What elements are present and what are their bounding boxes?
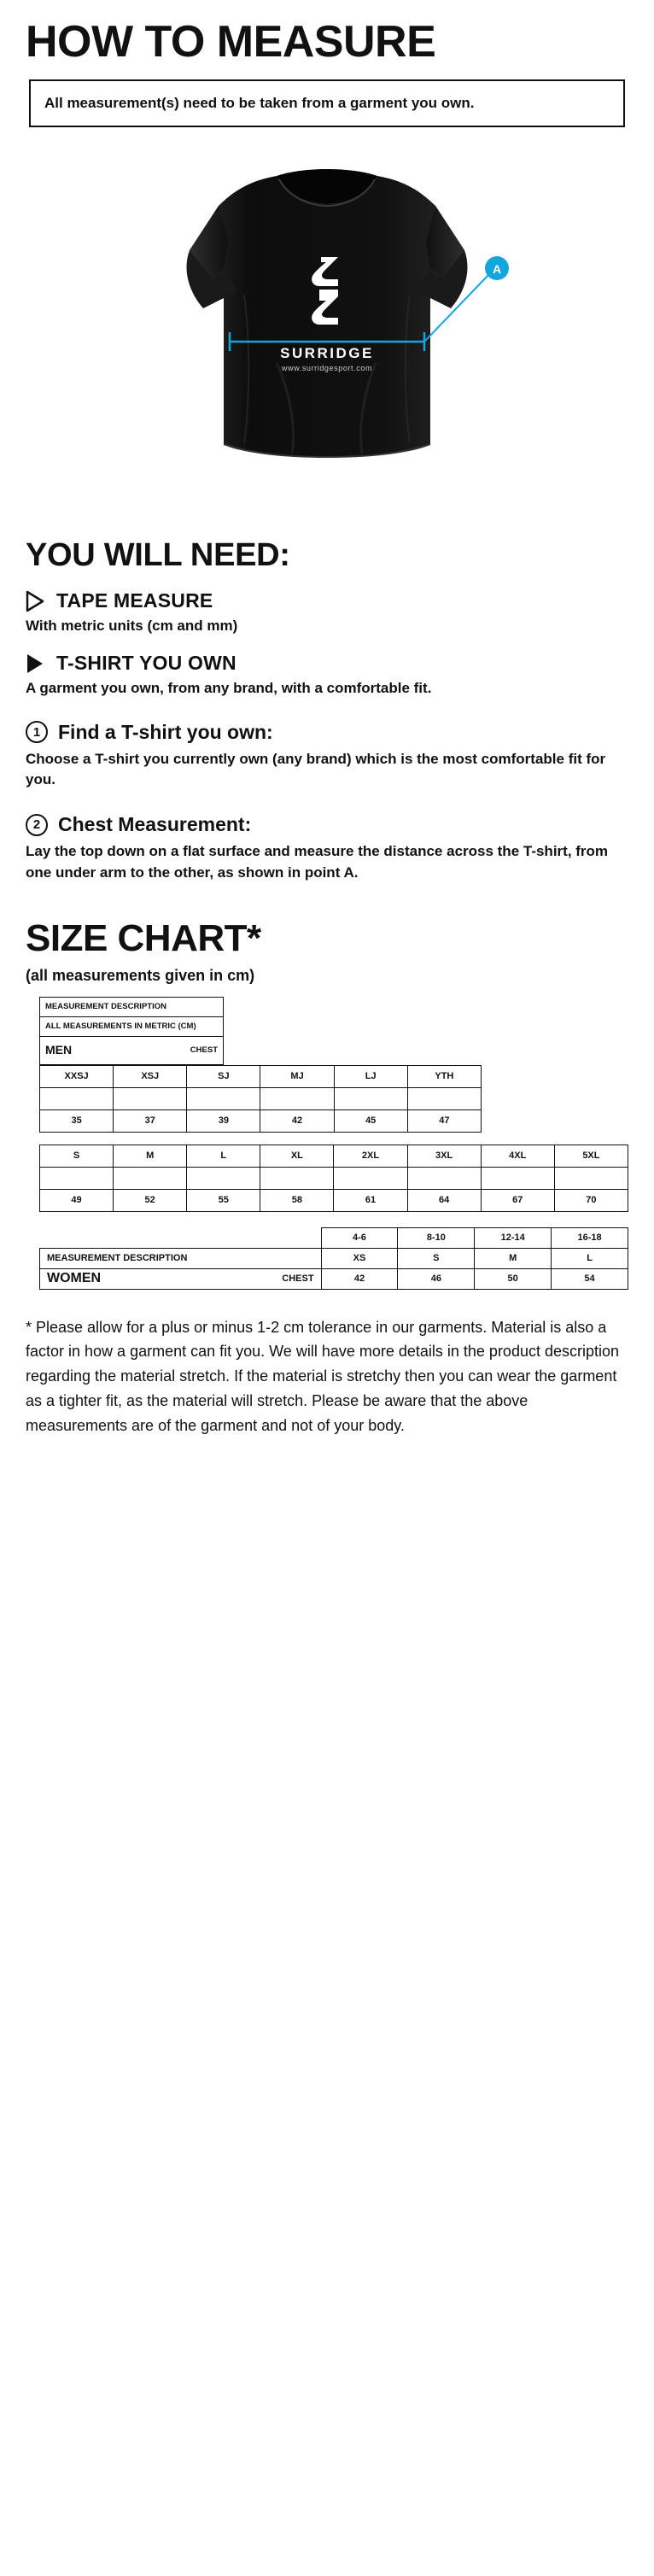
table-row	[40, 1268, 628, 1289]
adult-chest-value: 58	[260, 1189, 334, 1211]
youth-chest-value: 45	[334, 1109, 407, 1132]
spacer-cell	[40, 1167, 114, 1189]
play-triangle-filled-icon	[26, 653, 44, 675]
tolerance-footnote: * Please allow for a plus or minus 1-2 cm tolerance in our garments. Material is also a factor in how a garment can fit you. We will have more details in the product description regarding the material stretch. If the material is stretchy then you can wear the garment as a tighter fit, as the material will stretch. Please be aware that the above measurements are of the garment and not of your body.	[26, 1318, 620, 1434]
women-label: WOMEN	[47, 1271, 102, 1286]
how-to-measure-page	[0, 19, 654, 1438]
step-number-badge: 1	[26, 721, 48, 743]
women-age-header: 12-14	[475, 1227, 552, 1248]
need-item-tape-measure	[26, 589, 634, 612]
table-row	[40, 1227, 628, 1248]
youth-chest-value: 37	[114, 1109, 187, 1132]
step-body: Choose a T-shirt you currently own (any brand) which is the most comfortable fit for you.	[26, 750, 606, 788]
chest-brand-url: www.surridgesport.com	[281, 364, 373, 373]
table-row	[40, 1065, 482, 1087]
youth-chest-value: 35	[40, 1109, 114, 1132]
spacer-cell	[260, 1167, 334, 1189]
tshirt-body	[190, 176, 464, 457]
spacer-cell	[334, 1087, 407, 1109]
callout-label-a: A	[492, 262, 502, 277]
need-item-sub: A garment you own, from any brand, with a comfortable fit.	[26, 680, 432, 697]
youth-size-header: XSJ	[114, 1065, 187, 1087]
adult-size-header: 4XL	[481, 1145, 554, 1167]
adult-size-header: 2XL	[334, 1145, 407, 1167]
spacer-cell	[407, 1167, 481, 1189]
measurement-description-table	[39, 997, 224, 1064]
youth-size-header: MJ	[260, 1065, 334, 1087]
women-chest-value: 42	[321, 1268, 398, 1289]
adult-chest-value: 70	[554, 1189, 628, 1211]
adult-chest-value: 61	[334, 1189, 407, 1211]
adult-size-header: 3XL	[407, 1145, 481, 1167]
table-row	[40, 1167, 628, 1189]
table-row	[40, 1037, 224, 1065]
step-number-badge: 2	[26, 814, 48, 836]
men-label: MEN	[45, 1043, 73, 1057]
spacer-cell	[260, 1087, 334, 1109]
table-row	[40, 998, 224, 1017]
size-chart-subnote: (all measurements given in cm)	[26, 967, 255, 985]
women-chest-value: 54	[552, 1268, 628, 1289]
adult-chest-value: 55	[187, 1189, 260, 1211]
page-title: HOW TO MEASURE	[26, 17, 436, 67]
table-row	[40, 1017, 224, 1037]
spacer-cell	[114, 1087, 187, 1109]
you-will-need-heading: YOU WILL NEED:	[26, 537, 290, 574]
women-size-header: L	[552, 1248, 628, 1268]
youth-size-header: YTH	[407, 1065, 481, 1087]
adult-size-table	[39, 1145, 628, 1212]
empty-corner-cell	[40, 1227, 322, 1248]
need-item-sub: With metric units (cm and mm)	[26, 618, 238, 635]
size-chart-heading: SIZE CHART*	[26, 917, 261, 960]
tshirt-graphic	[20, 149, 634, 508]
chest-brand-text: SURRIDGE	[280, 345, 374, 362]
spacer-cell	[554, 1167, 628, 1189]
women-size-table	[39, 1227, 628, 1290]
step-1-header	[26, 721, 634, 744]
women-row-label	[40, 1268, 322, 1289]
table-row	[40, 1109, 482, 1132]
youth-chest-value: 39	[187, 1109, 260, 1132]
women-chest-value: 50	[475, 1268, 552, 1289]
women-size-header: M	[475, 1248, 552, 1268]
adult-size-header: 5XL	[554, 1145, 628, 1167]
spacer-cell	[187, 1167, 260, 1189]
women-chest-label: CHEST	[282, 1273, 314, 1285]
need-item-tshirt	[26, 652, 634, 675]
step-title: Chest Measurement:	[58, 813, 252, 836]
step-title: Find a T-shirt you own:	[58, 720, 273, 743]
women-chest-value: 46	[398, 1268, 475, 1289]
spacer-cell	[114, 1167, 187, 1189]
tshirt-illustration	[20, 149, 634, 508]
men-chest-label: CHEST	[190, 1045, 218, 1055]
table-row	[40, 1189, 628, 1211]
women-size-header: XS	[321, 1248, 398, 1268]
desc-row-3	[40, 1037, 224, 1065]
table-row	[40, 1087, 482, 1109]
adult-size-header: L	[187, 1145, 260, 1167]
adult-size-header: XL	[260, 1145, 334, 1167]
women-age-header: 4-6	[321, 1227, 398, 1248]
youth-size-header: SJ	[187, 1065, 260, 1087]
women-age-header: 16-18	[552, 1227, 628, 1248]
youth-size-header: LJ	[334, 1065, 407, 1087]
play-triangle-outline-icon	[26, 590, 44, 612]
adult-chest-value: 67	[481, 1189, 554, 1211]
measurement-notice: All measurement(s) need to be taken from a garment you own.	[29, 79, 625, 128]
women-age-header: 8-10	[398, 1227, 475, 1248]
step-body: Lay the top down on a flat surface and measure the distance across the T-shirt, from one under arm to the other, as shown in point A.	[26, 843, 609, 881]
women-desc-label: MEASUREMENT DESCRIPTION	[40, 1248, 322, 1268]
youth-chest-value: 47	[407, 1109, 481, 1132]
adult-chest-value: 52	[114, 1189, 187, 1211]
adult-size-header: S	[40, 1145, 114, 1167]
spacer-cell	[481, 1167, 554, 1189]
adult-chest-value: 49	[40, 1189, 114, 1211]
youth-size-header: XXSJ	[40, 1065, 114, 1087]
youth-chest-value: 42	[260, 1109, 334, 1132]
table-row	[40, 1145, 628, 1167]
step-2-header	[26, 813, 634, 836]
spacer-cell	[40, 1087, 114, 1109]
youth-size-table	[39, 1065, 482, 1133]
spacer-cell	[187, 1087, 260, 1109]
need-item-label: T-SHIRT YOU OWN	[56, 652, 236, 675]
adult-size-header: M	[114, 1145, 187, 1167]
spacer-cell	[334, 1167, 407, 1189]
desc-row-1: MEASUREMENT DESCRIPTION	[40, 998, 224, 1017]
adult-chest-value: 64	[407, 1189, 481, 1211]
need-item-label: TAPE MEASURE	[56, 589, 213, 612]
table-row	[40, 1248, 628, 1268]
spacer-cell	[407, 1087, 481, 1109]
desc-row-2: ALL MEASUREMENTS IN METRIC (CM)	[40, 1017, 224, 1037]
women-size-header: S	[398, 1248, 475, 1268]
